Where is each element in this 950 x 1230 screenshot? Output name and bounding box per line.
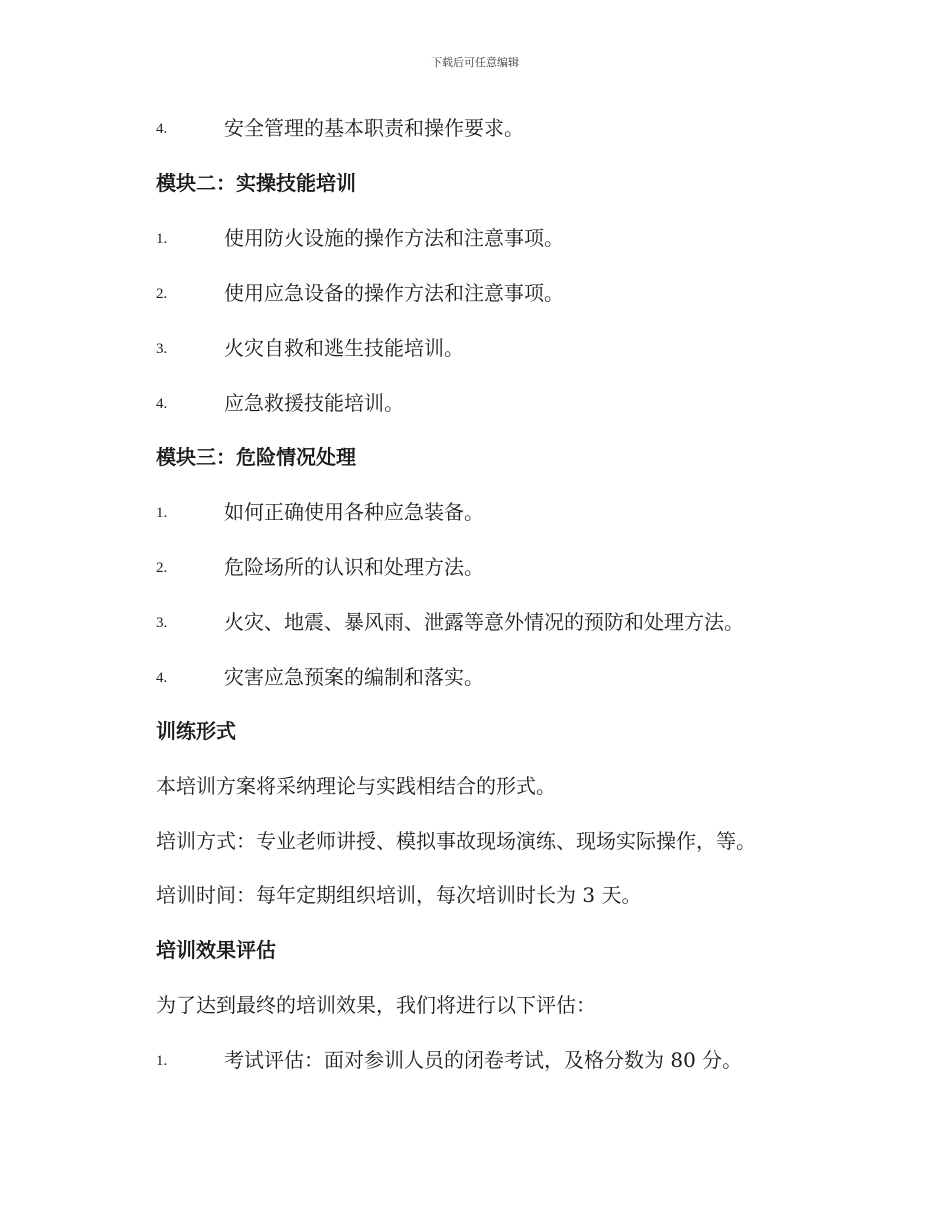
paragraph: 本培训方案将采纳理论与实践相结合的形式。 [156,774,556,798]
section-heading: 模块二：实操技能培训 [156,171,356,195]
list-item-text: 考试评估：面对参训人员的闭卷考试，及格分数为 80 分。 [224,1048,743,1072]
page-header: 下载后可任意编辑 [431,56,519,69]
paragraph: 培训时间：每年定期组织培训，每次培训时长为 3 天。 [156,883,642,907]
list-item-text: 使用防火设施的操作方法和注意事项。 [224,226,564,250]
list-item-number: 2. [156,286,168,302]
list-item-number: 2. [156,560,168,576]
list-item-text: 使用应急设备的操作方法和注意事项。 [224,281,564,305]
section-heading: 训练形式 [156,719,236,743]
list-item-number: 1. [156,231,168,247]
section-heading: 培训效果评估 [156,938,276,962]
list-item-number: 3. [156,615,168,631]
list-item-number: 3. [156,341,168,357]
list-item-number: 1. [156,1053,168,1069]
list-item-text: 如何正确使用各种应急装备。 [224,500,484,524]
list-item-text: 安全管理的基本职责和操作要求。 [224,116,524,140]
paragraph: 培训方式：专业老师讲授、模拟事故现场演练、现场实际操作，等。 [156,829,756,853]
list-item-text: 灾害应急预案的编制和落实。 [224,665,484,689]
list-item-number: 4. [156,670,168,686]
paragraph: 为了达到最终的培训效果，我们将进行以下评估： [156,993,596,1017]
list-item-number: 4. [156,396,168,412]
list-item-text: 应急救援技能培训。 [224,391,404,415]
list-item-text: 火灾自救和逃生技能培训。 [224,336,464,360]
list-item-number: 1. [156,505,168,521]
section-heading: 模块三：危险情况处理 [156,445,356,469]
list-item-number: 4. [156,121,168,137]
list-item-text: 火灾、地震、暴风雨、泄露等意外情况的预防和处理方法。 [224,610,744,634]
list-item-text: 危险场所的认识和处理方法。 [224,555,484,579]
